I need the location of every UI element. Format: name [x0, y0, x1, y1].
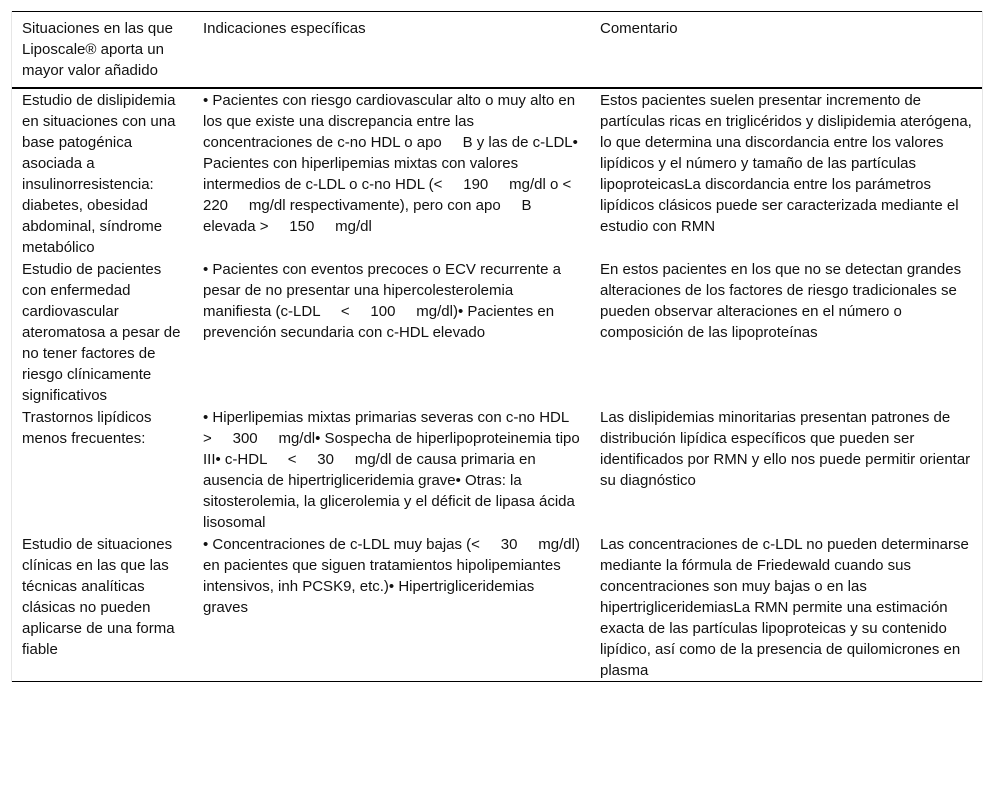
liposcale-indications-table-container [11, 11, 983, 682]
cell-comment: En estos pacientes en los que no se detectan grandes alteraciones de los factores de riesgo tradicionales se pueden observar alteraciones en el número o composición de las lipoproteínas [600, 261, 966, 341]
table-row [12, 406, 982, 533]
liposcale-indications-table [12, 11, 982, 682]
header-row [12, 12, 982, 89]
header-comment: Comentario [600, 20, 678, 37]
header-indications: Indicaciones específicas [203, 20, 366, 37]
table-row [12, 533, 982, 682]
cell-situation: Estudio de situaciones clínicas en las que las técnicas analíticas clásicas no pueden aplicarse de una forma fiable [22, 536, 179, 658]
cell-situation: Trastornos lipídicos menos frecuentes: [22, 409, 156, 447]
cell-indications: • Hiperlipemias mixtas primarias severas con c-no HDL > 300 mg/dl• Sospecha de hiperlipoproteinemia tipo III• c-HDL < 30 mg/dl de causa primaria en ausencia de hipertrigliceridemia grave• Otras: la sitosterolemia, la glicerolemia y el déficit de lipasa ácida lisosomal [203, 409, 590, 531]
cell-situation: Estudio de pacientes con enfermedad cardiovascular ateromatosa a pesar de no tener factores de riesgo clínicamente significativos [22, 261, 185, 404]
table-body [12, 88, 982, 682]
table-row [12, 258, 982, 406]
cell-indications: • Concentraciones de c-LDL muy bajas (< 30 mg/dl) en pacientes que siguen tratamientos hipolipemiantes intensivos, inh PCSK9, etc.)• Hipertrigliceridemias graves [203, 536, 585, 616]
table-header [12, 12, 982, 89]
cell-comment: Las concentraciones de c-LDL no pueden determinarse mediante la fórmula de Friedewald cuando sus concentraciones son muy bajas o en las hipertrigliceridemiasLa RMN permite una estimación exacta de las partículas lipoproteicas y su contenido lipídico, así como de la presencia de quilomicrones en plasma [600, 536, 974, 679]
cell-indications: • Pacientes con eventos precoces o ECV recurrente a pesar de no presentar una hipercolesterolemia manifiesta (c-LDL < 100 mg/dl)• Pacientes en prevención secundaria con c-HDL elevado [203, 261, 566, 341]
cell-indications: • Pacientes con riesgo cardiovascular alto o muy alto en los que existe una discrepancia entre las concentraciones de c-no HDL o apo B y las de c-LDL• Pacientes con hiperlipemias mixtas con valores intermedios de c-LDL o c-no HDL (< 190 mg/dl o < 220 mg/dl respectivamente), pero con apo B elevada > 150 mg/dl [203, 92, 593, 235]
cell-situation: Estudio de dislipidemia en situaciones con una base patogénica asociada a insulinorresistencia: diabetes, obesidad abdominal, síndrome metabólico [22, 92, 180, 256]
header-situations: Situaciones en las que Liposcale® aporta un mayor valor añadido [22, 20, 173, 79]
cell-comment: Las dislipidemias minoritarias presentan patrones de distribución lipídica específicos que pueden ser identificados por RMN y ello nos puede permitir orientar su diagnóstico [600, 409, 975, 489]
table-row [12, 88, 982, 258]
cell-comment: Estos pacientes suelen presentar incremento de partículas ricas en triglicéridos y dislipidemia aterógena, lo que determina una discordancia entre los valores lipídicos y el número y tamaño de las partículas lipoproteicasLa discordancia entre los parámetros lipídicos clásicos puede ser caracterizada mediante el estudio con RMN [600, 92, 977, 235]
